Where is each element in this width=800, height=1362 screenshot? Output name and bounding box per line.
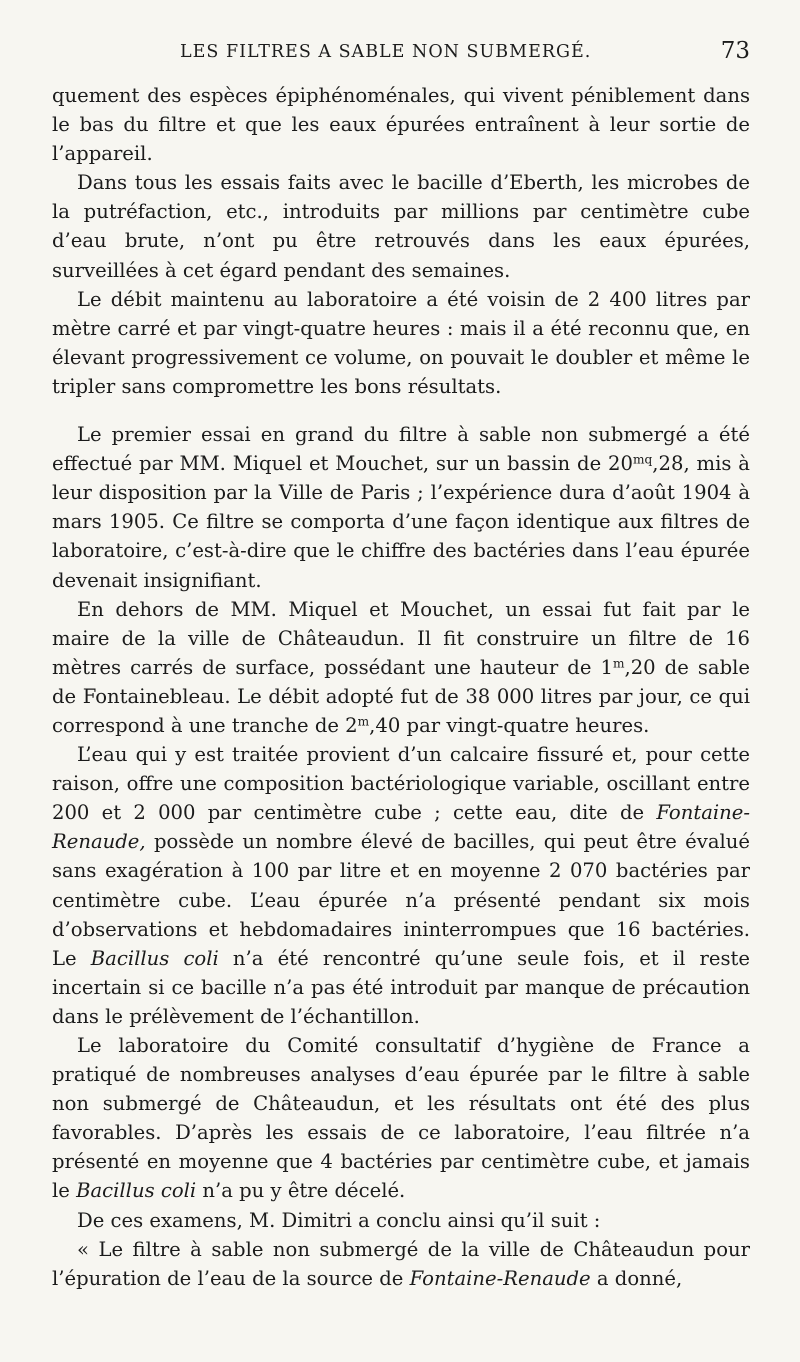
italic-term: Bacillus coli — [76, 1179, 197, 1203]
italic-term: Fontaine-Renaude, — [52, 801, 750, 854]
paragraph — [52, 595, 750, 740]
paragraph-text: Dans tous les essais faits avec le bacille d’Eberth, les microbes de la putréfaction, etc., introduits par millions par centimètre cube d’eau brute, n’ont pu être retrouvés dans les eaux épurées, surveillées à cet égard pendant des semaines. — [52, 171, 750, 282]
italic-term: Bacillus coli — [90, 946, 219, 970]
paragraph-text: Le premier essai en grand du filtre à sable non submergé a été effectué par MM. Miquel et Mouchet, sur un bassin de 20 — [52, 423, 750, 476]
paragraph-text: ,20 de sable de Fontainebleau. Le débit adopté fut de 38 000 litres par jour, ce qui correspond à une tranche de 2 — [52, 655, 750, 737]
paragraph — [52, 1206, 750, 1235]
paragraph — [52, 168, 750, 284]
paragraph — [52, 285, 750, 401]
paragraph — [52, 1031, 750, 1206]
paragraph — [52, 740, 750, 1031]
paragraph-continued — [52, 81, 750, 168]
italic-term: Fontaine-Renaude — [409, 1266, 591, 1290]
superscript-unit: m — [612, 656, 625, 671]
superscript-unit: m — [357, 714, 370, 729]
paragraph-text: « Le filtre à sable non submergé de la ville de Châteaudun pour l’épuration de l’eau de la source de — [52, 1237, 750, 1290]
paragraph-text: n’a pu y être décelé. — [196, 1179, 406, 1203]
paragraph — [52, 420, 750, 595]
page-number: 73 — [720, 38, 750, 64]
running-head — [52, 38, 750, 72]
paragraph-text: a donné, — [590, 1266, 683, 1290]
paragraph-text: ,28, mis à leur disposition par la Ville de Paris ; l’expérience dura d’août 1904 à mars 1905. Ce filtre se comporta d’une façon identique aux filtres de laboratoire, c’est-à-dire que le chiffre des bactéries dans l’eau épurée devenait insignifiant. — [52, 452, 750, 592]
paragraph-text: n’a été rencontré qu’une seule fois, et il reste incertain si ce bacille n’a pas été introduit par manque de précaution dans le prélèvement de l’échantillon. — [52, 946, 750, 1028]
running-title: LES FILTRES A SABLE NON SUBMERGÉ. — [180, 42, 592, 62]
paragraph-text: quement des espèces épiphénoménales, qui vivent péniblement dans le bas du filtre et que les eaux épurées entraînent à leur sortie de l’appareil. — [52, 84, 750, 166]
paragraph-text: possède un nombre élevé de bacilles, qui peut être évalué sans exagération à 100 par litre et en moyenne 2 070 bactéries par centimètre cube. L’eau épurée n’a présenté pendant six mois d’observations et hebdomadaires ininterrompues que 16 bactéries. Le — [52, 830, 750, 970]
paragraph-text: ,40 par vingt-quatre heures. — [369, 713, 650, 737]
paragraph-text: De ces examens, M. Dimitri a conclu ainsi qu’il suit : — [77, 1208, 601, 1232]
paragraph-text: En dehors de MM. Miquel et Mouchet, un essai fut fait par le maire de la ville de Châteaudun. Il fit construire un filtre de 16 mètres carrés de surface, possédant une hauteur de 1 — [52, 597, 750, 679]
paragraph-text: Le débit maintenu au laboratoire a été voisin de 2 400 litres par mètre carré et par vingt-quatre heures : mais il a été reconnu que, en élevant progressivement ce volume, on pouvait le doubler et même le tripler sans compromettre les bons résultats. — [52, 287, 750, 398]
superscript-unit: mq — [632, 452, 653, 467]
paragraph-text: L’eau qui y est traitée provient d’un calcaire fissuré et, pour cette raison, offre une composition bactériologique variable, oscillant entre 200 et 2 000 par centimètre cube ; cette eau, dite de — [52, 743, 750, 825]
quotation-paragraph — [52, 1235, 750, 1293]
paragraph-text: Le laboratoire du Comité consultatif d’hygiène de France a pratiqué de nombreuses analyses d’eau épurée par le filtre à sable non submergé de Châteaudun, et les résultats ont été des plus favorables. D’après les essais de ce laboratoire, l’eau filtrée n’a présenté en moyenne que 4 bactéries par centimètre cube, et jamais le — [52, 1034, 750, 1203]
body-text — [52, 81, 750, 1293]
